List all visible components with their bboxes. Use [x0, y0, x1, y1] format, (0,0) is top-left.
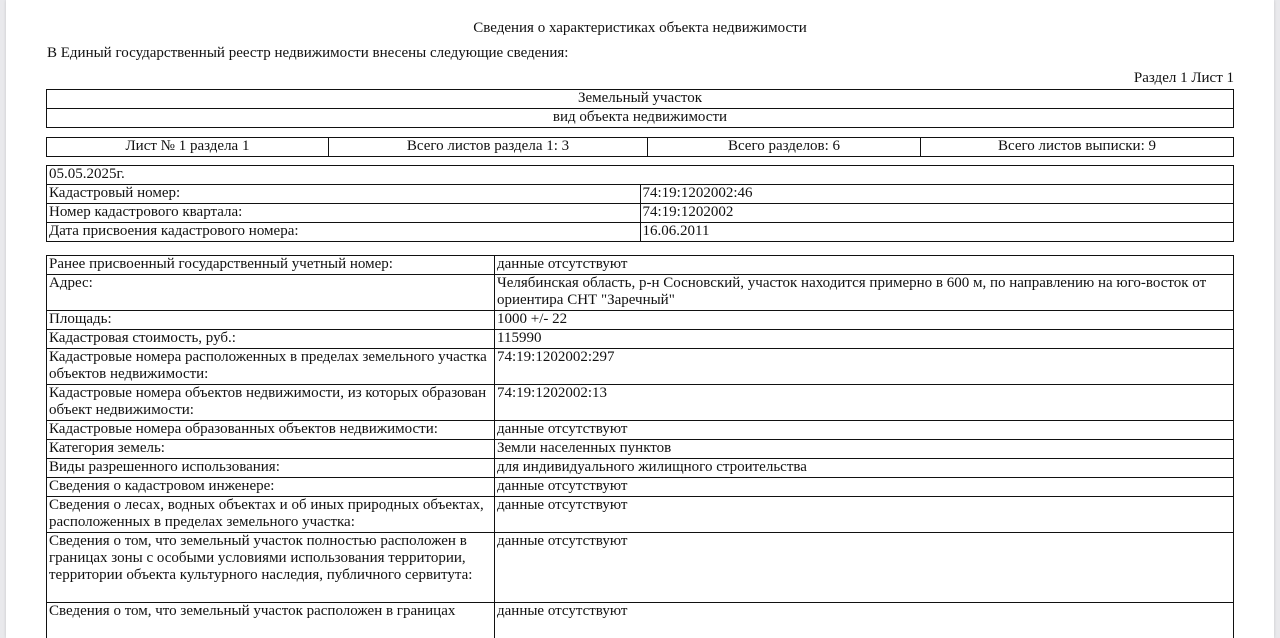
row-value: данные отсутствуют	[495, 256, 1234, 275]
extract-sheets-total: Всего листов выписки: 9	[921, 138, 1234, 157]
row-value: Земли населенных пунктов	[495, 440, 1234, 459]
object-kind-caption: вид объекта недвижимости	[47, 109, 1234, 128]
row-label: Сведения о том, что земельный участок расположен в границах	[47, 603, 495, 638]
row-value: 1000 +/- 22	[495, 311, 1234, 330]
table-row	[47, 204, 1234, 223]
sheet-number: Лист № 1 раздела 1	[47, 138, 329, 157]
row-label: Площадь:	[47, 311, 495, 330]
row-label: Категория земель:	[47, 440, 495, 459]
row-value: данные отсутствуют	[495, 421, 1234, 440]
row-label: Сведения о кадастровом инженере:	[47, 478, 495, 497]
row-value: 74:19:1202002:13	[495, 385, 1234, 421]
row-label: Кадастровые номера образованных объектов недвижимости:	[47, 421, 495, 440]
intro-text: В Единый государственный реестр недвижимости внесены следующие сведения:	[47, 45, 569, 61]
table-row	[47, 385, 1234, 421]
row-value: 74:19:1202002:297	[495, 349, 1234, 385]
characteristics-table	[46, 255, 1234, 638]
row-label: Ранее присвоенный государственный учетный номер:	[47, 256, 495, 275]
row-value: данные отсутствуют	[495, 603, 1234, 638]
registration-table	[46, 165, 1234, 242]
row-label: Кадастровая стоимость, руб.:	[47, 330, 495, 349]
row-label: Дата присвоения кадастрового номера:	[47, 223, 641, 242]
row-label: Номер кадастрового квартала:	[47, 204, 641, 223]
row-value: данные отсутствуют	[495, 497, 1234, 533]
table-row	[47, 421, 1234, 440]
table-row	[47, 275, 1234, 311]
page-title: Сведения о характеристиках объекта недвижимости	[473, 20, 807, 36]
object-kind-table	[46, 89, 1234, 128]
table-row	[47, 330, 1234, 349]
row-label: Кадастровые номера расположенных в пределах земельного участка объектов недвижимости:	[47, 349, 495, 385]
row-value: данные отсутствуют	[495, 478, 1234, 497]
sections-total: Всего разделов: 6	[648, 138, 921, 157]
row-value: 16.06.2011	[640, 223, 1234, 242]
row-label: Сведения о том, что земельный участок полностью расположен в границах зоны с особыми условиями использования территории, территории объекта культурного наследия, публичного сервитута:	[47, 533, 495, 603]
sheets-info-table	[46, 137, 1234, 157]
object-kind: Земельный участок	[47, 90, 1234, 109]
table-row	[47, 349, 1234, 385]
row-label: Виды разрешенного использования:	[47, 459, 495, 478]
row-value: 115990	[495, 330, 1234, 349]
table-row	[47, 223, 1234, 242]
section-sheets-total: Всего листов раздела 1: 3	[329, 138, 648, 157]
table-row	[47, 497, 1234, 533]
document-page	[6, 0, 1274, 638]
row-label: Сведения о лесах, водных объектах и об иных природных объектах, расположенных в пределах земельного участка:	[47, 497, 495, 533]
row-value: Челябинская область, р-н Сосновский, участок находится примерно в 600 м, по направлению на юго-восток от ориентира СНТ "Заречный"	[495, 275, 1234, 311]
extract-date: 05.05.2025г.	[47, 166, 1234, 185]
table-row	[47, 440, 1234, 459]
table-row	[47, 533, 1234, 603]
row-label: Кадастровые номера объектов недвижимости, из которых образован объект недвижимости:	[47, 385, 495, 421]
row-value: для индивидуального жилищного строительства	[495, 459, 1234, 478]
row-value: данные отсутствуют	[495, 533, 1234, 603]
table-row	[47, 185, 1234, 204]
table-row	[47, 256, 1234, 275]
row-value: 74:19:1202002:46	[640, 185, 1234, 204]
table-row	[47, 459, 1234, 478]
section-reference: Раздел 1 Лист 1	[1133, 70, 1234, 86]
row-label: Кадастровый номер:	[47, 185, 641, 204]
row-value: 74:19:1202002	[640, 204, 1234, 223]
table-row	[47, 478, 1234, 497]
row-label: Адрес:	[47, 275, 495, 311]
table-row	[47, 311, 1234, 330]
table-row	[47, 603, 1234, 638]
